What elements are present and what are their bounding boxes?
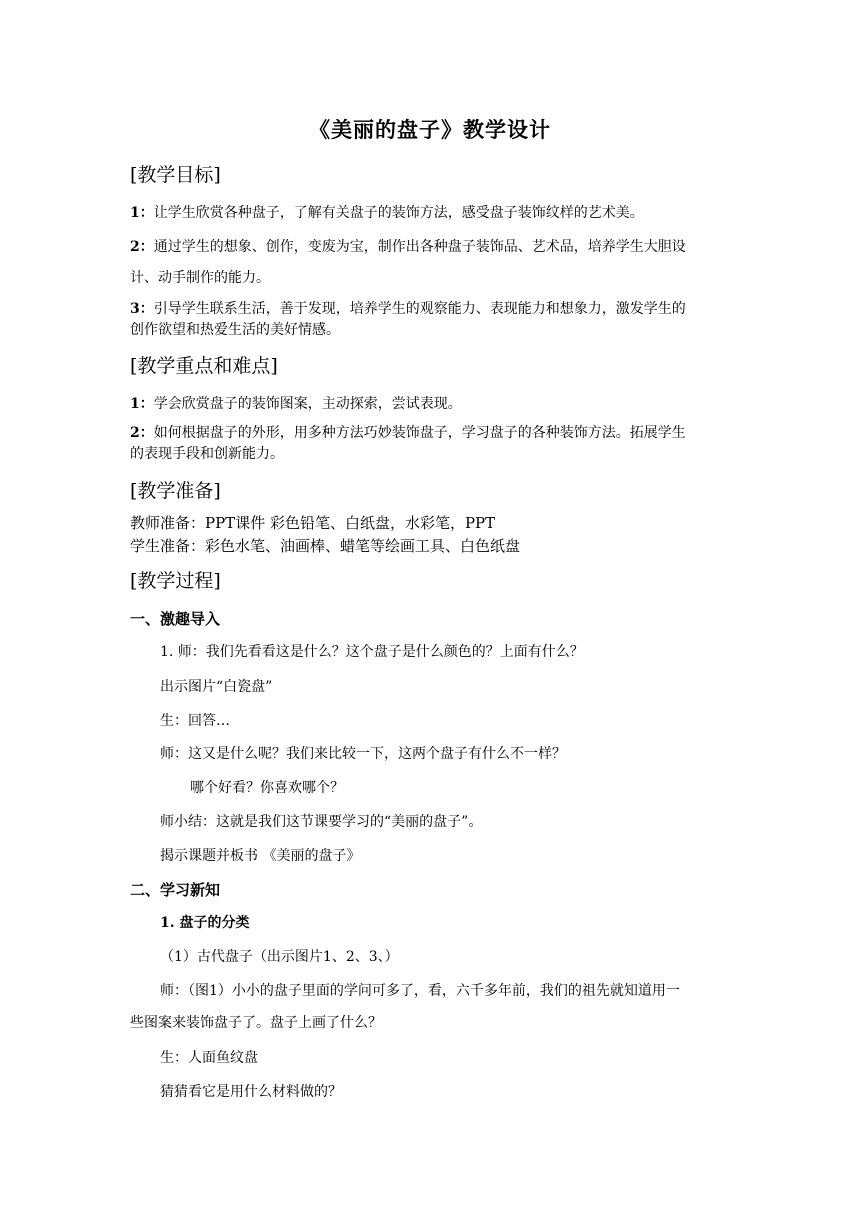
section-heading-preparation: [教学准备] <box>130 480 221 502</box>
part2-line-1: （1）古代盘子（出示图片1、2、3、） <box>160 949 399 965</box>
key-point-num-2: 2： <box>130 425 154 441</box>
goal-text-2: 通过学生的想象、创作，变废为宝，制作出各种盘子装饰品、艺术品，培养学生大胆设 <box>153 239 686 255</box>
section-heading-process: [教学过程] <box>130 570 221 592</box>
teacher-preparation: 教师准备：PPT课件 彩色铅笔、白纸盘，水彩笔，PPT <box>130 514 496 532</box>
key-point-item-2-cont: 的表现手段和创新能力。 <box>130 446 284 462</box>
part1-line-3: 生：回答… <box>160 713 230 729</box>
part1-line-7: 揭示课题并板书 《美丽的盘子》 <box>160 848 361 864</box>
part1-heading: 一、激趣导入 <box>130 610 221 628</box>
goal-item-1 <box>130 203 644 223</box>
part1-line-2: 出示图片“白瓷盘” <box>160 679 273 695</box>
key-point-item-2 <box>130 423 686 443</box>
part1-line-1: 1. 师：我们先看看这是什么？这个盘子是什么颜色的？上面有什么？ <box>160 644 584 660</box>
key-point-text-2: 如何根据盘子的外形，用多种方法巧妙装饰盘子，学习盘子的各种装饰方法。拓展学生 <box>153 425 686 441</box>
section-heading-goals: [教学目标] <box>130 164 221 186</box>
goal-text-3: 引导学生联系生活，善于发现，培养学生的观察能力、表现能力和想象力，激发学生的 <box>153 301 686 317</box>
part2-heading: 二、学习新知 <box>130 881 221 899</box>
part2-line-5: 猜猜看它是用什么材料做的？ <box>160 1084 342 1100</box>
goal-num-3: 3： <box>130 301 154 317</box>
part1-line-5: 哪个好看？你喜欢哪个？ <box>190 780 344 796</box>
key-point-item-1 <box>130 394 462 414</box>
part2-line-4: 生：人面鱼纹盘 <box>160 1050 258 1066</box>
section-heading-key-points: [教学重点和难点] <box>130 355 278 377</box>
part2-line-3: 些图案来装饰盘子了。盘子上画了什么？ <box>130 1015 382 1031</box>
goal-num-2: 2： <box>130 239 154 255</box>
goal-text-1: 让学生欣赏各种盘子，了解有关盘子的装饰方法，感受盘子装饰纹样的艺术美。 <box>153 205 644 221</box>
student-preparation: 学生准备：彩色水笔、油画棒、蜡笔等绘画工具、白色纸盘 <box>130 537 521 555</box>
goal-item-3 <box>130 299 686 319</box>
part2-subheading: 1. 盘子的分类 <box>160 915 250 931</box>
key-point-text-1: 学会欣赏盘子的装饰图案，主动探索，尝试表现。 <box>153 396 462 412</box>
part2-line-2: 师：（图1）小小的盘子里面的学问可多了，看，六千多年前，我们的祖先就知道用一 <box>160 983 680 999</box>
part1-line-4: 师：这又是什么呢？我们来比较一下，这两个盘子有什么不一样？ <box>160 746 566 762</box>
goal-item-3-cont: 创作欲望和热爱生活的美好情感。 <box>130 322 340 338</box>
goal-num-1: 1： <box>130 205 154 221</box>
page-title: 《美丽的盘子》教学设计 <box>309 117 551 142</box>
goal-item-2-cont: 计、动手制作的能力。 <box>130 270 270 286</box>
key-point-num-1: 1： <box>130 396 154 412</box>
goal-item-2 <box>130 237 686 257</box>
part1-line-6: 师小结：这就是我们这节课要学习的“美丽的盘子”。 <box>160 814 483 830</box>
